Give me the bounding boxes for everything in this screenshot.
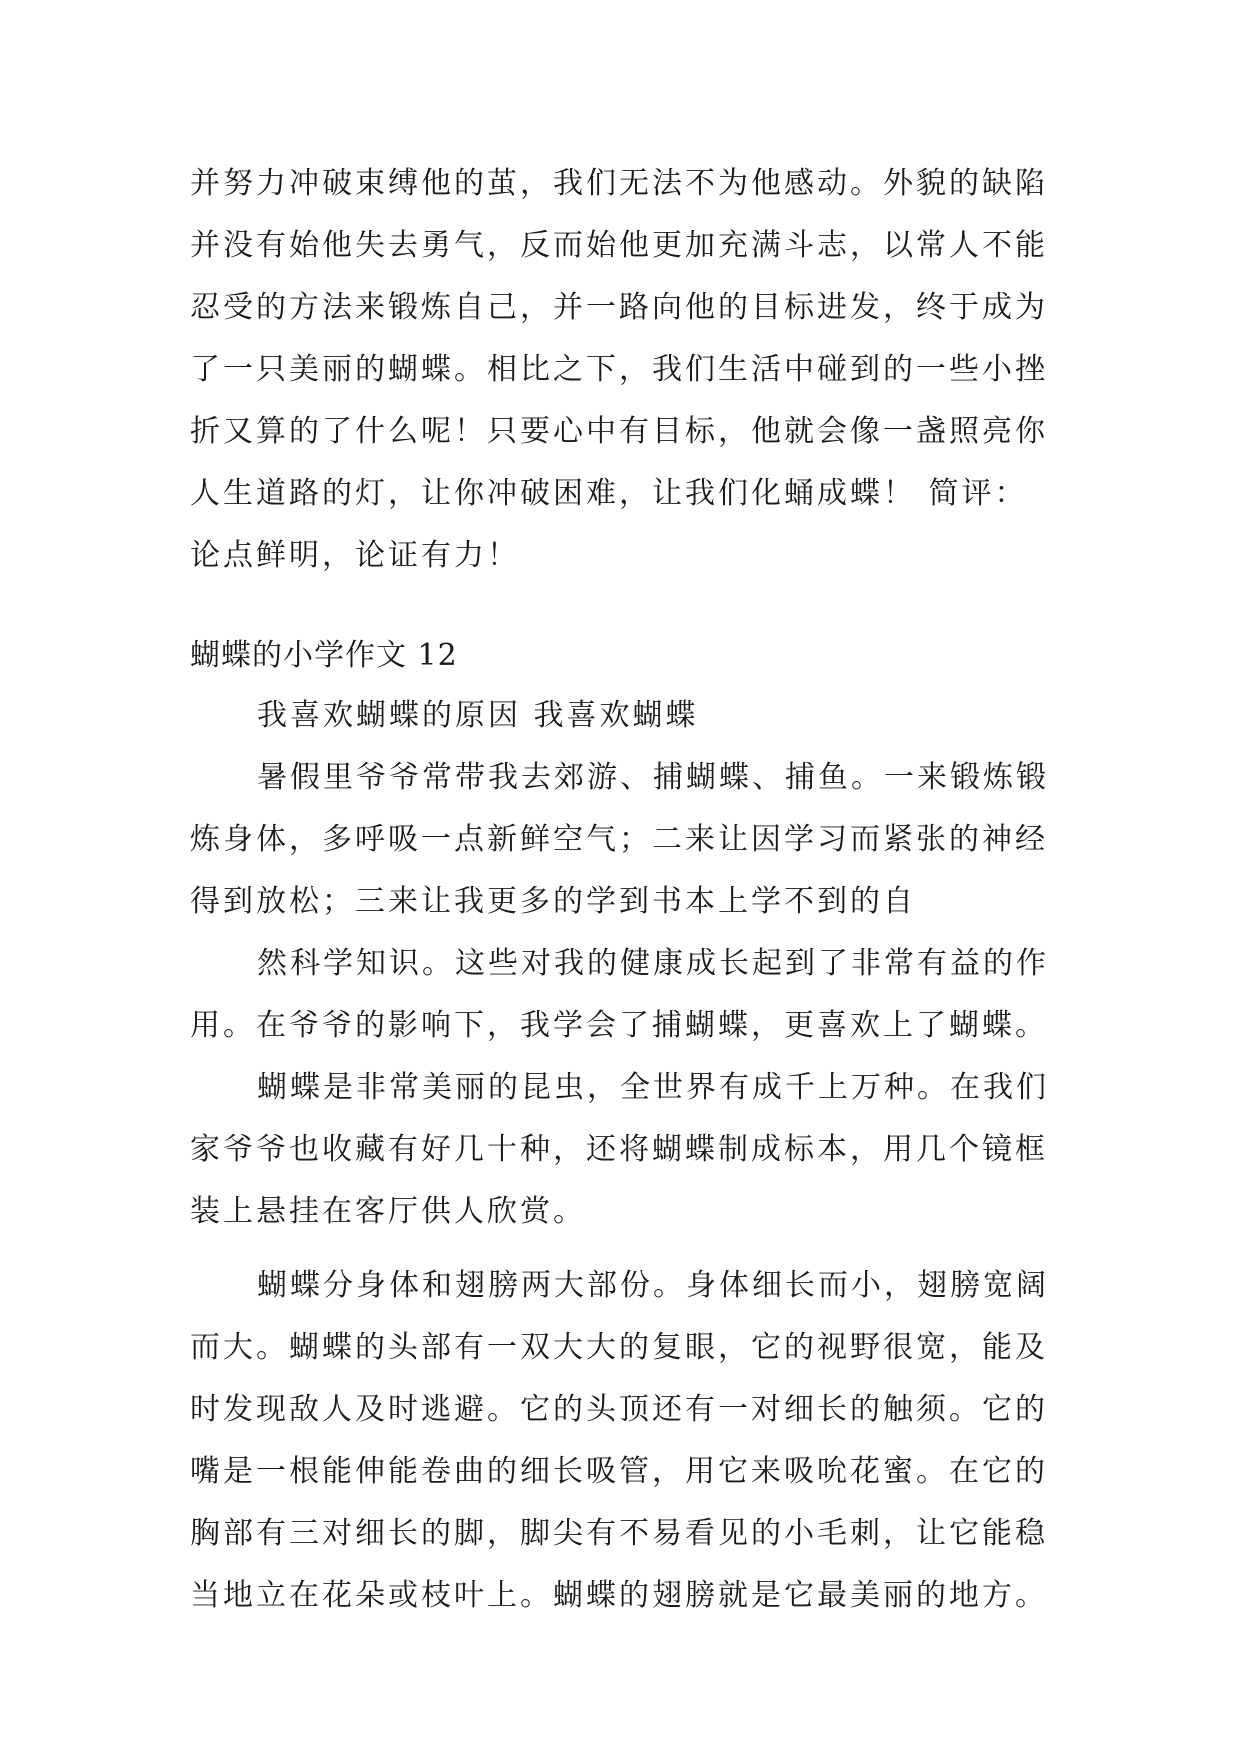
text-line: 了一只美丽的蝴蝶。相比之下，我们生活中碰到的一些小挫: [190, 352, 1048, 387]
section-subtitle: 我喜欢蝴蝶的原因 我喜欢蝴蝶: [257, 698, 699, 733]
text-line: 然科学知识。这些对我的健康成长起到了非常有益的作: [257, 946, 1049, 981]
text-line: 炼身体，多呼吸一点新鲜空气；二来让因学习而紧张的神经: [190, 822, 1048, 857]
text-line: 并没有始他失去勇气，反而始他更加充满斗志，以常人不能: [190, 228, 1048, 263]
text-line: 而大。蝴蝶的头部有一双大大的复眼，它的视野很宽，能及: [190, 1330, 1048, 1365]
text-line: 忍受的方法来锻炼自己，并一路向他的目标进发，终于成为: [190, 290, 1048, 325]
text-line: 并努力冲破束缚他的茧，我们无法不为他感动。外貌的缺陷: [190, 166, 1048, 201]
text-line: 装上悬挂在客厅供人欣赏。: [190, 1194, 586, 1229]
text-line: 蝴蝶是非常美丽的昆虫，全世界有成千上万种。在我们: [257, 1070, 1049, 1105]
text-line: 蝴蝶分身体和翅膀两大部份。身体细长而小，翅膀宽阔: [257, 1268, 1049, 1303]
text-line: 人生道路的灯，让你冲破困难，让我们化蛹成蝶！ 简评：: [190, 476, 1028, 511]
section-heading: 蝴蝶的小学作文 12: [190, 638, 458, 673]
text-line: 折又算的了什么呢！只要心中有目标，他就会像一盏照亮你: [190, 414, 1048, 449]
text-line: 用。在爷爷的影响下，我学会了捕蝴蝶，更喜欢上了蝴蝶。: [190, 1008, 1048, 1043]
text-line: 论点鲜明，论证有力！: [190, 538, 520, 573]
text-line: 嘴是一根能伸能卷曲的细长吸管，用它来吸吮花蜜。在它的: [190, 1454, 1048, 1489]
text-line: 暑假里爷爷常带我去郊游、捕蝴蝶、捕鱼。一来锻炼锻: [257, 760, 1049, 795]
text-line: 时发现敌人及时逃避。它的头顶还有一对细长的触须。它的: [190, 1392, 1048, 1427]
text-line: 胸部有三对细长的脚，脚尖有不易看见的小毛刺，让它能稳: [190, 1516, 1048, 1551]
text-line: 当地立在花朵或枝叶上。蝴蝶的翅膀就是它最美丽的地方。: [190, 1578, 1048, 1613]
text-line: 家爷爷也收藏有好几十种，还将蝴蝶制成标本，用几个镜框: [190, 1132, 1048, 1167]
text-line: 得到放松；三来让我更多的学到书本上学不到的自: [190, 884, 916, 919]
